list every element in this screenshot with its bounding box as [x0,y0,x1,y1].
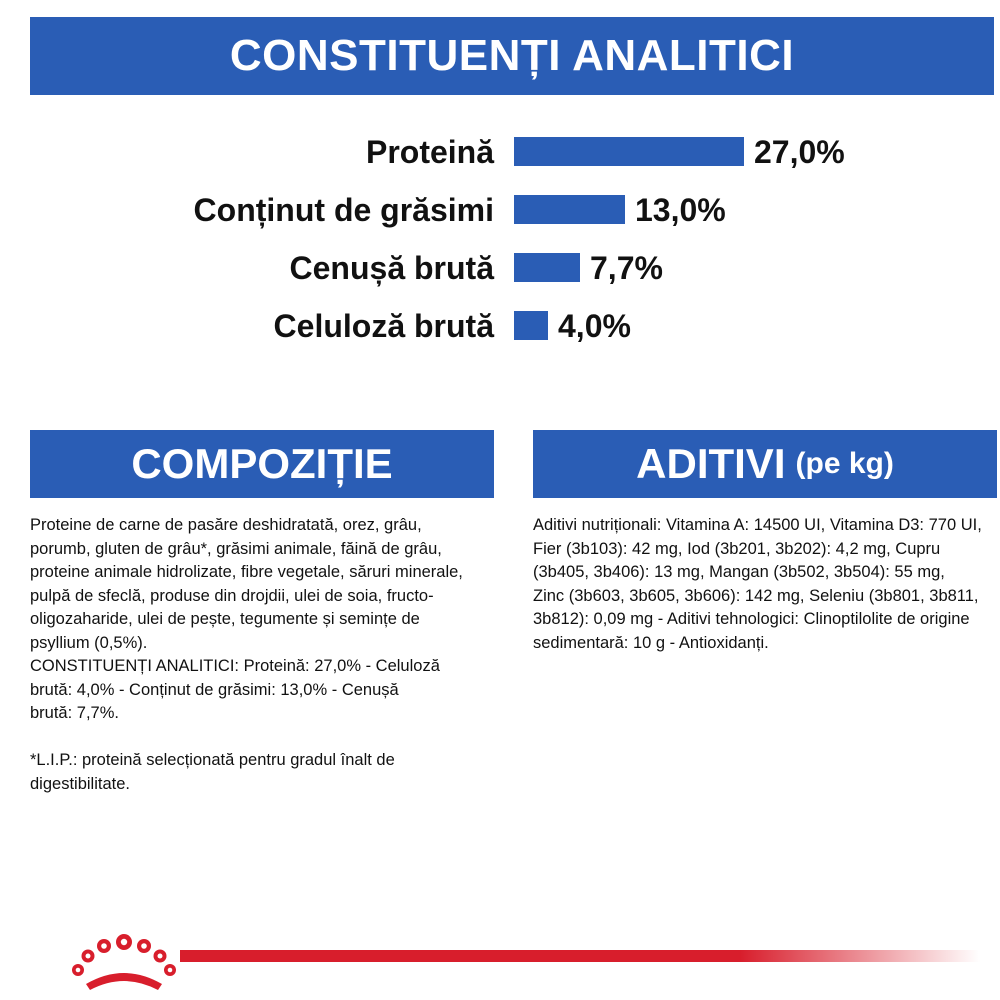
composition-banner [30,430,494,498]
nutrient-label: Conținut de grăsimi [193,192,494,228]
nutrient-bar [514,311,548,340]
footer [0,920,1000,990]
composition-footnote: *L.I.P.: proteină selecționată pentru gradul înalt de digestibilitate. [30,751,395,793]
composition-section [30,514,500,796]
nutrient-value: 27,0% [754,134,845,170]
nutrient-value: 7,7% [590,250,663,286]
nutrient-bar [514,137,744,166]
page-title: CONSTITUENȚI ANALITICI [229,31,795,80]
composition-title: COMPOZIȚIE [131,440,393,487]
additives-text: Aditivi nutriționali: Vitamina A: 14500 UI, Vitamina D3: 770 UI, Fier (3b103): 42 mg, Iod (3b201, 3b202): 4,2 mg, Cupru (3b405, 3b406): 13 mg, Mangan (3b502, 3b504): 55 mg, Zinc (3b603, 3b605, 3b606): 142 mg, Seleniu (3b801, 3b811, 3b812): 0,09 mg - Aditivi tehnologici: Clinoptilolite de origine sedimentară: 10 g - Antioxidanți. [533,516,982,652]
additives-title-suffix: (pe kg) [795,447,894,480]
crown-icon [68,928,180,990]
additives-title: ADITIVI [636,440,786,487]
nutrient-chart [0,120,1000,360]
nutrient-row [0,248,1000,288]
additives-banner [533,430,997,498]
composition-text: Proteine de carne de pasăre deshidratată, orez, grâu, porumb, gluten de grâu*, grăsimi animale, făină de grâu, proteine animale hidrolizate, fibre vegetale, săruri minerale, pulpă de sfeclă, produse din drojdii, ulei de soia, fructo- oligozaharide, ulei de pește, tegumente și semințe de psyllium (0,5%). CONSTITUENȚI ANALITICI: Proteină: 27,0% - Celuloză brută: 4,0% - Conținut de grăsimi: 13,0% - Cenușă brută: 7,7%. [30,516,463,722]
nutrient-label: Proteină [365,134,494,170]
additives-section [533,514,999,655]
nutrient-label: Cenușă brută [289,250,494,286]
nutrient-bar [514,195,625,224]
nutrient-label: Celuloză brută [273,308,494,344]
nutrient-row [0,190,1000,230]
header-banner [30,17,994,95]
nutrient-row [0,306,1000,346]
nutrient-value: 4,0% [558,308,631,344]
nutrient-row [0,132,1000,172]
footer-divider [180,950,980,962]
nutrient-value: 13,0% [635,192,726,228]
nutrient-bar [514,253,580,282]
